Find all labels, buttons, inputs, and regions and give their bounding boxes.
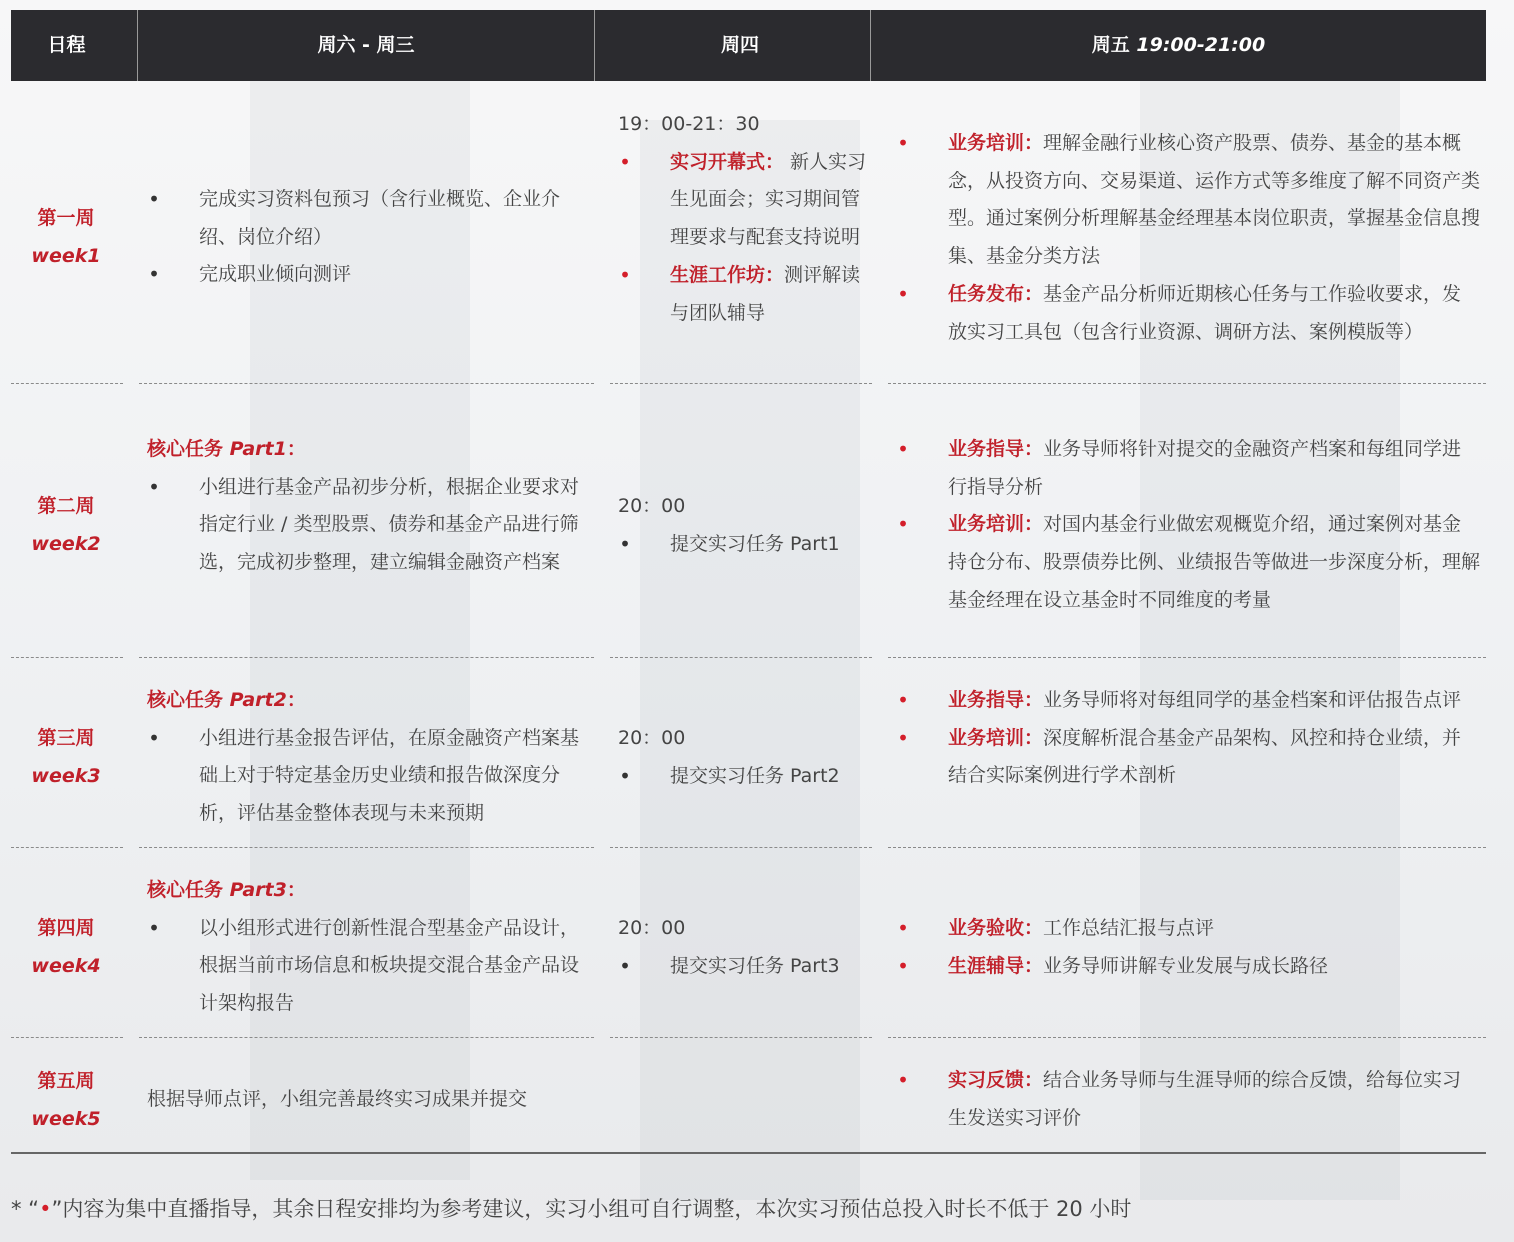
item-text: 业务导师讲解专业发展与成长路径: [1043, 954, 1329, 977]
item-keyword: 业务指导：: [948, 689, 1044, 711]
list-item: • 以小组形式进行创新性混合型基金产品设计，根据当前市场信息和板块提交混合基金产品设计架构报告: [147, 910, 587, 1023]
list-item: • 小组进行基金产品初步分析，根据企业要求对指定行业 / 类型股票、债券和基金产品进行筛选，完成初步整理，建立编辑金融资产档案: [147, 469, 587, 582]
list-item: [896, 506, 1480, 619]
list-item: [896, 125, 1480, 276]
session-time: 19：00-21：30: [618, 113, 760, 135]
list-item: [896, 910, 1480, 948]
row-divider: [139, 383, 594, 384]
table-header: [11, 10, 1486, 81]
week-label: [11, 1062, 121, 1138]
list-item: • 小组进行基金报告评估，在原金融资产档案基础上对于特定基金历史业绩和报告做深度分析，评估基金整体表现与未来预期: [147, 720, 587, 833]
list-item: [896, 276, 1480, 351]
row-divider: [610, 383, 872, 384]
week-label-cn: 第四周: [37, 917, 95, 939]
w2-thu-cell: [618, 488, 868, 563]
footnote: * “•”内容为集中直播指导，其余日程安排均为参考建议，实习小组可自行调整，本次实习预估总投入时长不低于 20 小时: [11, 1197, 1132, 1221]
row-divider: [11, 847, 123, 848]
week-label-cn: 第五周: [37, 1070, 95, 1092]
item-text: 业务导师将对每组同学的基金档案和评估报告点评: [1043, 689, 1462, 711]
item-keyword: 业务培训：: [948, 726, 1044, 749]
session-time: 20：00: [618, 917, 686, 939]
header-fri: [871, 10, 1486, 81]
item-text: 工作总结汇报与点评: [1043, 917, 1215, 939]
week-label: [11, 719, 121, 795]
header-fri-time: 19:00-21:00: [1136, 34, 1266, 56]
core-task-title: 核心任务 Part2：: [147, 689, 306, 711]
row-divider: [139, 847, 594, 848]
week-label-en: week1: [31, 245, 101, 267]
week-label: [11, 487, 121, 563]
plain-text: 根据导师点评，小组完善最终实习成果并提交: [147, 1088, 528, 1110]
row-divider: [888, 383, 1486, 384]
table-bottom-rule: [11, 1152, 1486, 1154]
list-item: • 提交实习任务 Part2: [618, 758, 868, 796]
item-keyword: 业务培训：: [948, 132, 1044, 154]
list-item: [896, 948, 1480, 986]
w1-sat-wed-cell: [147, 181, 587, 294]
w2-fri-cell: [896, 431, 1480, 620]
row-divider: [610, 847, 872, 848]
header-thu: 周四: [720, 34, 759, 56]
item-text: 对国内基金行业做宏观概览介绍，通过案例对基金持仓分布、股票债券比例、业绩报告等做进一步深度分析，理解基金经理在设立基金时不同维度的考量: [948, 513, 1481, 611]
core-task-title: 核心任务 Part1：: [147, 438, 306, 460]
week-label-cn: 第一周: [37, 207, 95, 229]
list-item: [896, 1062, 1480, 1137]
week-label-cn: 第二周: [37, 495, 95, 517]
item-text: 新人实习生见面会；实习期间管理要求与配套支持说明: [670, 150, 867, 249]
week-label: [11, 199, 121, 275]
item-text: 深度解析混合基金产品架构、风控和持仓业绩，并结合实际案例进行学术剖析: [948, 726, 1462, 787]
item-text: 理解金融行业核心资产股票、债券、基金的基本概念，从投资方向、交易渠道、运作方式等多维度了解不同资产类型。通过案例分析理解基金经理基本岗位职责，掌握基金信息搜集、基金分类方法: [948, 132, 1481, 268]
core-task-title: 核心任务 Part3：: [147, 879, 306, 901]
list-item: • 完成职业倾向测评: [147, 256, 587, 294]
row-divider: [11, 657, 123, 658]
row-divider: [888, 847, 1486, 848]
row-divider: [11, 383, 123, 384]
w5-fri-cell: [896, 1062, 1480, 1137]
list-item: [618, 144, 868, 257]
session-time: 20：00: [618, 727, 686, 749]
list-item: • 完成实习资料包预习（含行业概览、企业介绍、岗位介绍）: [147, 181, 587, 256]
item-keyword: 实习反馈：: [948, 1069, 1044, 1091]
row-divider: [888, 657, 1486, 658]
item-keyword: 实习开幕式：: [670, 150, 785, 173]
week-label-en: week3: [31, 765, 101, 787]
header-schedule: 日程: [47, 34, 86, 56]
item-keyword: 生涯工作坊：: [670, 263, 785, 286]
w5-sat-wed-cell: [147, 1081, 587, 1119]
item-text: 业务导师将针对提交的金融资产档案和每组同学进行指导分析: [948, 438, 1462, 498]
w4-fri-cell: [896, 910, 1480, 985]
red-dot-icon: •: [39, 1197, 52, 1221]
row-divider: [11, 1037, 123, 1038]
item-keyword: 生涯辅导：: [948, 954, 1044, 977]
list-item: [618, 257, 868, 332]
w3-fri-cell: [896, 682, 1480, 795]
item-keyword: 任务发布：: [948, 282, 1044, 305]
w4-sat-wed-cell: [147, 872, 587, 1023]
item-keyword: 业务指导：: [948, 438, 1044, 460]
w1-fri-cell: [896, 125, 1480, 351]
week-label: [11, 909, 121, 985]
header-sat-wed: 周六 - 周三: [317, 34, 415, 56]
list-item: [896, 431, 1480, 506]
item-text: 结合业务导师与生涯导师的综合反馈，给每位实习生发送实习评价: [948, 1069, 1462, 1129]
list-item: • 提交实习任务 Part1: [618, 526, 868, 564]
header-fri-day: 周五: [1091, 34, 1137, 56]
item-text: 基金产品分析师近期核心任务与工作验收要求，发放实习工具包（包含行业资源、调研方法、案例模版等）: [948, 282, 1462, 343]
w1-thu-cell: [618, 106, 868, 332]
row-divider: [888, 1037, 1486, 1038]
w3-sat-wed-cell: [147, 682, 587, 833]
list-item: [896, 720, 1480, 795]
week-label-en: week5: [31, 1108, 101, 1130]
week-label-en: week2: [31, 533, 101, 555]
w4-thu-cell: [618, 910, 868, 985]
row-divider: [610, 657, 872, 658]
list-item: [896, 682, 1480, 720]
row-divider: [610, 1037, 872, 1038]
row-divider: [139, 1037, 594, 1038]
item-keyword: 业务验收：: [948, 917, 1044, 939]
week-label-en: week4: [31, 955, 101, 977]
week-label-cn: 第三周: [37, 727, 95, 749]
row-divider: [139, 657, 594, 658]
session-time: 20：00: [618, 495, 686, 517]
item-text: 测评解读与团队辅导: [670, 263, 861, 324]
item-keyword: 业务培训：: [948, 513, 1044, 536]
w3-thu-cell: [618, 720, 868, 795]
w2-sat-wed-cell: [147, 431, 587, 582]
list-item: • 提交实习任务 Part3: [618, 948, 868, 986]
